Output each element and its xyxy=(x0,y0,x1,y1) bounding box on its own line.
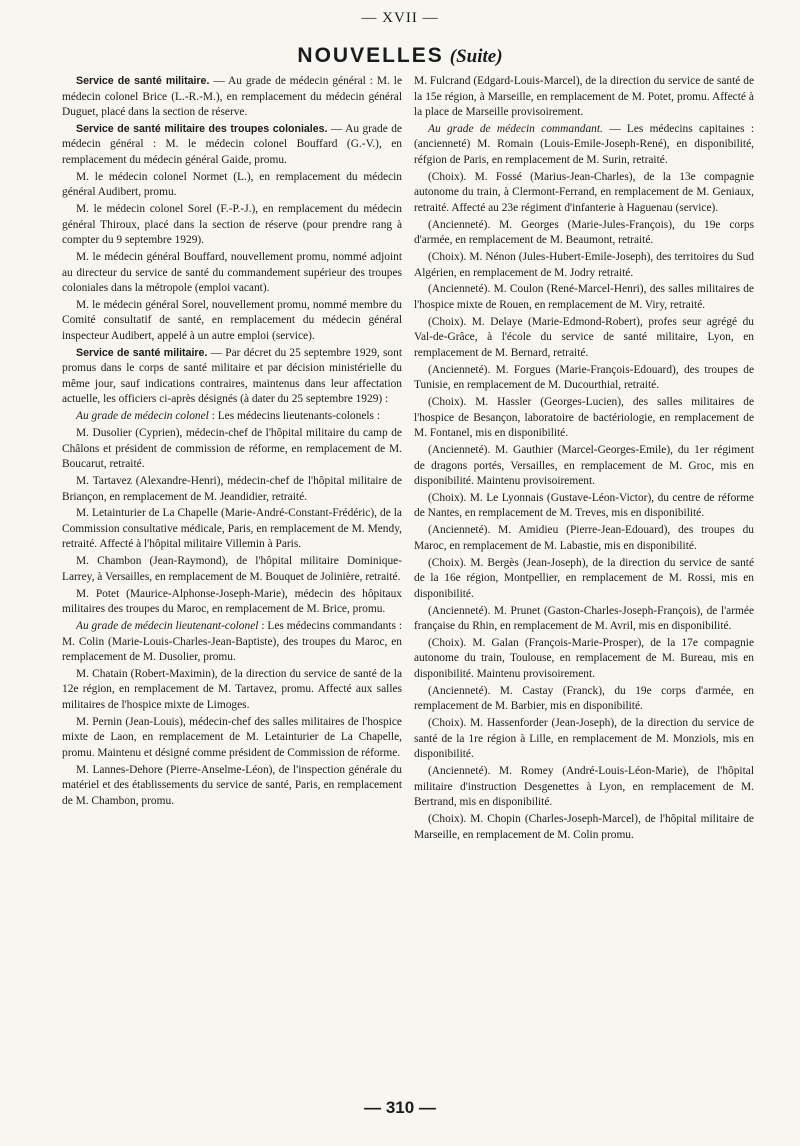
paragraph xyxy=(414,716,754,763)
paragraph-text: M. Letainturier de La Chapelle (Marie-André-Constant-Frédéric), de la Commission consultative médicale, Paris, en remplacement de M. Mendy, retraité. Affecté à l'hôpital militaire Villemin à Paris. xyxy=(62,507,402,551)
paragraph-text: (Ancienneté). M. Castay (Franck), du 19e corps d'armée, en remplacement de M. Barbier, mis en disponibilité. xyxy=(414,684,754,713)
paragraph xyxy=(414,170,754,217)
paragraph-text: M. le médecin colonel Sorel (F.-P.-J.), en remplacement du médecin général Thiroux, placé dans la section de réserve (pour prendre rang à compter du 9 septembre 1929). xyxy=(62,203,402,247)
paragraph-text: (Ancienneté). M. Coulon (René-Marcel-Henri), des salles militaires de l'hospice mixte de Rouen, en remplacement de M. Viry, retraité. xyxy=(414,283,754,311)
paragraph xyxy=(62,506,402,553)
paragraph-text: (Choix). M. Hassenforder (Jean-Joseph), de la direction du service de santé de la 1re région à Lille, en remplacement de M. Monziols, mis en disponibilité. xyxy=(414,717,754,761)
paragraph-text: M. le médecin colonel Normet (L.), en remplacement du médecin général Audibert, promu. xyxy=(62,170,402,199)
paragraph xyxy=(414,122,754,169)
paragraph xyxy=(414,556,754,603)
section-title-suite: (Suite) xyxy=(449,46,503,67)
paragraph xyxy=(62,554,402,585)
paragraph-text: (Choix). M. Chopin (Charles-Joseph-Marcel), de l'hôpital militaire de Marseille, en remplacement de M. Colin promu. xyxy=(414,813,754,841)
paragraph-text: M. Tartavez (Alexandre-Henri), médecin-chef de l'hôpital militaire de Briançon, en remplacement de M. Jeandidier, retraité. xyxy=(62,475,402,503)
paragraph-text: (Choix). M. Nénon (Jules-Hubert-Emile-Joseph), des territoires du Sud Algérien, en remplacement de M. Jodry retraité. xyxy=(414,251,754,279)
section-title xyxy=(0,44,800,68)
paragraph-text: (Ancienneté). M. Romey (André-Louis-Léon-Marie), de l'hôpital militaire d'instruction Desgenettes à Lyon, en remplacement de M. Bertrand, mis en disponibilité. xyxy=(414,765,754,809)
paragraph-text: (Ancienneté). M. Gauthier (Marcel-Georges-Emile), du 1er régiment de dragons portés, Versailles, en remplacement de M. Groc, mis en disponibilité. Maintenu provisoirement. xyxy=(414,444,754,488)
paragraph xyxy=(414,315,754,362)
paragraph-text: (Choix). M. Fossé (Marius-Jean-Charles), de la 13e compagnie autonome du train, à Clermont-Ferrand, en remplacement de M. Geniaux, retraité. Affecté au 23e régiment d'infanterie à Haguenau (service). xyxy=(414,170,754,214)
paragraph xyxy=(414,491,754,522)
paragraph xyxy=(414,218,754,249)
paragraph xyxy=(414,443,754,490)
page-header-roman: — XVII — xyxy=(361,10,439,26)
paragraph xyxy=(62,122,402,169)
paragraph xyxy=(62,587,402,618)
right-column xyxy=(414,74,754,844)
paragraph xyxy=(62,667,402,714)
paragraph xyxy=(414,250,754,281)
paragraph-text: (Choix). M. Hassler (Georges-Lucien), des salles militaires de l'hospice de Besançon, laboratoire de bactériologie, en remplacement de M. Fontanel, mis en disponibilité. xyxy=(414,396,754,440)
paragraph xyxy=(62,346,402,408)
paragraph-text: (Ancienneté). M. Forgues (Marie-François-Edouard), des troupes de Tunisie, en remplacement de M. Ducourthial, retraité. xyxy=(414,363,754,392)
paragraph xyxy=(62,298,402,345)
paragraph-text: — Les médecins capitaines : (ancienneté) M. Romain (Louis-Emile-Joseph-René), en disponibilité, réfgion de Paris, en remplacement de M. Surin, retraité. xyxy=(414,122,754,166)
paragraph-text: (Choix). M. Le Lyonnais (Gustave-Léon-Victor), du centre de réforme de Nantes, en remplacement de M. Treves, mis en disponibilité. xyxy=(414,491,754,520)
paragraph xyxy=(414,764,754,811)
paragraph xyxy=(414,812,754,843)
paragraph xyxy=(414,363,754,394)
paragraph xyxy=(62,715,402,762)
paragraph-lead: Au grade de médecin lieutenant-colonel xyxy=(76,620,259,633)
paragraph xyxy=(414,74,754,121)
paragraph xyxy=(62,170,402,201)
paragraph-text: M. Potet (Maurice-Alphonse-Joseph-Marie), médecin des hôpitaux militaires des troupes du Maroc, en remplacement de M. Brice, promu. xyxy=(62,587,402,616)
paragraph-text: M. Dusolier (Cyprien), médecin-chef de l'hôpital militaire du camp de Châlons et président de commission de réforme, en remplacement de M. Boucarut, retraité. xyxy=(62,427,402,471)
paragraph-lead: Service de santé militaire des troupes coloniales. xyxy=(76,122,328,135)
paragraph xyxy=(414,636,754,683)
paragraph xyxy=(62,426,402,473)
paragraph-text: (Ancienneté). M. Georges (Marie-Jules-François), du 19e corps d'armée, en remplacement de M. Beaumont, retraité. xyxy=(414,218,754,247)
paragraph-text: M. Pernin (Jean-Louis), médecin-chef des salles militaires de l'hospice mixte de Laon, en remplacement de M. Letainturier de La Chapelle, promu. Maintenu et désigné comme président de Commission de réforme. xyxy=(62,715,402,759)
paragraph-text: (Ancienneté). M. Amidieu (Pierre-Jean-Edouard), des troupes du Maroc, en remplacement de M. Labastie, mis en disponibilité. xyxy=(414,524,754,552)
page-number: — 310 — xyxy=(364,1098,436,1117)
paragraph-lead: Service de santé militaire. xyxy=(76,346,208,359)
paragraph xyxy=(62,250,402,297)
paragraph-text: M. Lannes-Dehore (Pierre-Anselme-Léon), de l'inspection générale du matériel et des établissements du service de santé, Paris, en remplacement de M. Chambon, promu. xyxy=(62,763,402,807)
paragraph-text: — Au grade de médecin général : M. le médecin colonel Bouffard (G.-V.), en remplacement du médecin général Gaide, promu. xyxy=(62,122,402,166)
paragraph-text: (Choix). M. Bergès (Jean-Joseph), de la direction du service de santé de la 16e région, Montpellier, en remplacement de M. Rossi, mis en disponibilité. xyxy=(414,556,754,600)
paragraph-text: : Les médecins lieutenants-colonels : xyxy=(208,410,380,423)
paragraph-text: — Au grade de médecin général : M. le médecin colonel Brice (L.-R.-M.), en remplacement du médecin général Duguet, placé dans la section de réserve. xyxy=(62,75,402,118)
paragraph xyxy=(62,74,402,121)
paragraph-text: M. le médecin général Bouffard, nouvellement promu, nommé adjoint au directeur du service de santé du commandement supérieur des troupes coloniales dans la métropole (emploi vacant). xyxy=(62,251,402,295)
paragraph xyxy=(62,474,402,505)
paragraph xyxy=(414,604,754,635)
paragraph xyxy=(62,619,402,666)
paragraph-text: M. Chatain (Robert-Maximin), de la direction du service de santé de la 12e région, en remplacement de M. Tartavez, promu. Affecté aux salles militaires de l'hospice mixte de Limoges. xyxy=(62,667,402,711)
paragraph-lead: Au grade de médecin colonel xyxy=(76,410,209,423)
section-title-main: NOUVELLES xyxy=(297,44,444,67)
paragraph xyxy=(414,395,754,442)
paragraph-text: (Ancienneté). M. Prunet (Gaston-Charles-Joseph-François), de l'armée française du Rhin, en remplacement de M. Avril, mis en disponibilité. xyxy=(414,604,754,633)
paragraph-text: : Les médecins commandants : M. Colin (Marie-Louis-Charles-Jean-Baptiste), des troupes du Maroc, en remplacement de M. Dusolier, promu. xyxy=(62,620,402,664)
left-column xyxy=(62,74,402,811)
paragraph-text: (Choix). M. Galan (François-Marie-Prosper), de la 17e compagnie autonome du train, Toulouse, en remplacement de M. Bureau, mis en disponibilité. Maintenu provisoirement. xyxy=(414,636,754,680)
paragraph-lead: Au grade de médecin commandant. xyxy=(428,122,603,135)
paragraph xyxy=(414,523,754,554)
paragraph-text: M. Chambon (Jean-Raymond), de l'hôpital militaire Dominique-Larrey, à Versailles, en remplacement de M. Bouquet de Jolinière, retraité. xyxy=(62,555,402,583)
paragraph-text: M. le médecin général Sorel, nouvellement promu, nommé membre du Comité consultatif de santé, en remplacement du médecin général inspecteur Audibert, appelé à un autre emploi (service). xyxy=(62,298,402,342)
paragraph-text: — Par décret du 25 septembre 1929, sont promus dans le corps de santé militaire et par décision ministérielle du même jour, sauf indications contraires, maintenus dans leur affectation actuelle, les officiers ci-après désignés (à dater du 25 septembre 1929) : xyxy=(62,346,402,406)
paragraph xyxy=(414,684,754,715)
paragraph-lead: Service de santé militaire. xyxy=(76,75,210,87)
paragraph xyxy=(62,409,402,425)
paragraph-text: (Choix). M. Delaye (Marie-Edmond-Robert), profes seur agrégé du Val-de-Grâce, à l'école du service de santé militaire, Lyon, en remplacement de M. Bernard, retraité. xyxy=(414,315,754,359)
paragraph xyxy=(414,282,754,313)
paragraph xyxy=(62,202,402,249)
paragraph xyxy=(62,763,402,810)
paragraph-text: M. Fulcrand (Edgard-Louis-Marcel), de la direction du service de santé de la 15e région, à Marseille, en remplacement de M. Potet, promu. Affecté à la place de Marseille provisoirement. xyxy=(414,75,754,118)
